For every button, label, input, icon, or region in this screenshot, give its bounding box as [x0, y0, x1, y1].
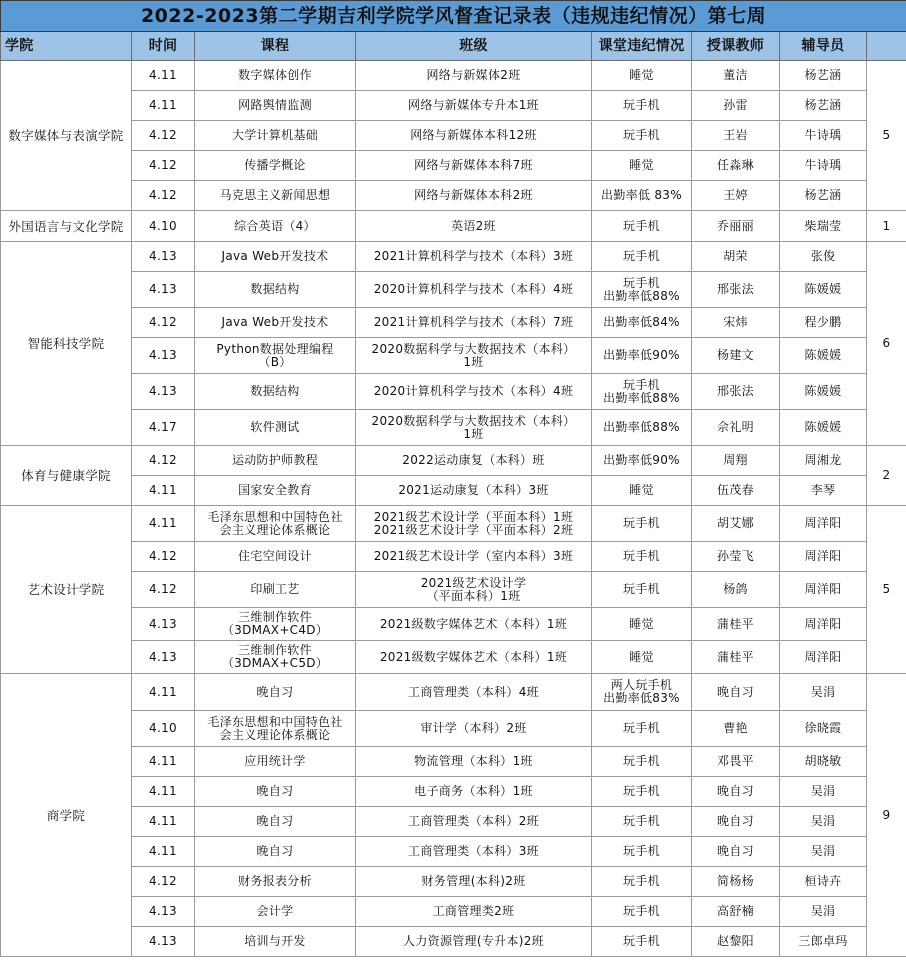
class-cell: 工商管理类（本科）2班 — [356, 807, 592, 837]
table-row — [1, 338, 906, 374]
table-row — [1, 374, 906, 410]
course-cell: Java Web开发技术 — [195, 242, 356, 272]
counselor-cell: 桓诗卉 — [780, 867, 867, 897]
time-cell: 4.11 — [132, 747, 195, 777]
class-cell: 2021级数字媒体艺术（本科）1班 — [356, 608, 592, 641]
class-cell: 网络与新媒体本科12班 — [356, 121, 592, 151]
table-row — [1, 272, 906, 308]
violation-cell: 玩手机 — [592, 711, 692, 747]
course-cell: Java Web开发技术 — [195, 308, 356, 338]
table-row — [1, 747, 906, 777]
class-cell: 网络与新媒体本科7班 — [356, 151, 592, 181]
table-row — [1, 927, 906, 957]
counselor-cell: 周湘龙 — [780, 446, 867, 476]
counselor-cell: 周洋阳 — [780, 506, 867, 542]
time-cell: 4.12 — [132, 572, 195, 608]
course-cell: 培训与开发 — [195, 927, 356, 957]
course-cell: 三维制作软件 （3DMAX+C4D） — [195, 608, 356, 641]
teacher-cell: 邓畏平 — [692, 747, 780, 777]
course-cell: 运动防护师教程 — [195, 446, 356, 476]
violation-cell: 玩手机 — [592, 807, 692, 837]
violation-cell: 玩手机 — [592, 242, 692, 272]
violation-cell: 玩手机 — [592, 91, 692, 121]
counselor-cell: 陈媛媛 — [780, 410, 867, 446]
teacher-cell: 蒲桂平 — [692, 641, 780, 674]
course-cell: 应用统计学 — [195, 747, 356, 777]
counselor-cell: 吴涓 — [780, 837, 867, 867]
table-row — [1, 807, 906, 837]
class-cell: 工商管理类（本科）4班 — [356, 674, 592, 711]
table-row — [1, 121, 906, 151]
teacher-cell: 高舒楠 — [692, 897, 780, 927]
counselor-cell: 杨艺涵 — [780, 91, 867, 121]
college-count: 6 — [867, 242, 906, 446]
course-cell: 毛泽东思想和中国特色社 会主义理论体系概论 — [195, 506, 356, 542]
violation-cell: 玩手机 — [592, 121, 692, 151]
college-name: 艺术设计学院 — [1, 506, 132, 674]
table-row — [1, 410, 906, 446]
header-counselor: 辅导员 — [780, 32, 867, 61]
college-count: 5 — [867, 61, 906, 211]
college-name: 体育与健康学院 — [1, 446, 132, 506]
table-row — [1, 608, 906, 641]
class-cell: 2021级艺术设计学 （平面本科）1班 — [356, 572, 592, 608]
table-row — [1, 897, 906, 927]
counselor-cell: 杨艺涵 — [780, 181, 867, 211]
violation-cell: 睡觉 — [592, 151, 692, 181]
teacher-cell: 晚自习 — [692, 837, 780, 867]
time-cell: 4.11 — [132, 837, 195, 867]
counselor-cell: 周洋阳 — [780, 641, 867, 674]
time-cell: 4.10 — [132, 711, 195, 747]
time-cell: 4.12 — [132, 542, 195, 572]
course-cell: 毛泽东思想和中国特色社 会主义理论体系概论 — [195, 711, 356, 747]
time-cell: 4.11 — [132, 61, 195, 91]
counselor-cell: 周洋阳 — [780, 608, 867, 641]
course-cell: 印刷工艺 — [195, 572, 356, 608]
college-count: 9 — [867, 674, 906, 957]
course-cell: 网路舆情监测 — [195, 91, 356, 121]
table-row — [1, 777, 906, 807]
teacher-cell: 王婷 — [692, 181, 780, 211]
college-count: 2 — [867, 446, 906, 506]
violation-cell: 玩手机 — [592, 897, 692, 927]
table-row — [1, 506, 906, 542]
table-row — [1, 446, 906, 476]
counselor-cell: 张俊 — [780, 242, 867, 272]
college-name: 外国语言与文化学院 — [1, 211, 132, 242]
teacher-cell: 乔丽丽 — [692, 211, 780, 242]
class-cell: 2021级艺术设计学（室内本科）3班 — [356, 542, 592, 572]
counselor-cell: 程少鹏 — [780, 308, 867, 338]
violation-cell: 出勤率低90% — [592, 338, 692, 374]
violation-cell: 玩手机 — [592, 837, 692, 867]
class-cell: 2021计算机科学与技术（本科）7班 — [356, 308, 592, 338]
college-name: 智能科技学院 — [1, 242, 132, 446]
course-cell: 晚自习 — [195, 674, 356, 711]
title-row — [1, 1, 906, 32]
table-row — [1, 61, 906, 91]
violation-cell: 睡觉 — [592, 608, 692, 641]
counselor-cell: 牛诗瑀 — [780, 121, 867, 151]
table-row — [1, 572, 906, 608]
header-count — [867, 32, 906, 61]
teacher-cell: 杨鸽 — [692, 572, 780, 608]
table-row — [1, 211, 906, 242]
time-cell: 4.10 — [132, 211, 195, 242]
time-cell: 4.11 — [132, 674, 195, 711]
time-cell: 4.13 — [132, 608, 195, 641]
teacher-cell: 任淼琳 — [692, 151, 780, 181]
counselor-cell: 柴瑞莹 — [780, 211, 867, 242]
counselor-cell: 吴涓 — [780, 674, 867, 711]
class-cell: 工商管理类（本科）3班 — [356, 837, 592, 867]
teacher-cell: 胡艾娜 — [692, 506, 780, 542]
table-row — [1, 242, 906, 272]
violation-cell: 玩手机 — [592, 572, 692, 608]
college-name: 数字媒体与表演学院 — [1, 61, 132, 211]
course-cell: 数据结构 — [195, 272, 356, 308]
counselor-cell: 胡晓敏 — [780, 747, 867, 777]
counselor-cell: 徐晓霞 — [780, 711, 867, 747]
violation-cell: 睡觉 — [592, 61, 692, 91]
time-cell: 4.13 — [132, 897, 195, 927]
table-row — [1, 641, 906, 674]
time-cell: 4.12 — [132, 446, 195, 476]
table-row — [1, 837, 906, 867]
course-cell: 数字媒体创作 — [195, 61, 356, 91]
violation-cell: 玩手机 — [592, 867, 692, 897]
class-cell: 2020计算机科学与技术（本科）4班 — [356, 272, 592, 308]
counselor-cell: 杨艺涵 — [780, 61, 867, 91]
time-cell: 4.11 — [132, 506, 195, 542]
course-cell: 住宅空间设计 — [195, 542, 356, 572]
time-cell: 4.13 — [132, 927, 195, 957]
table-row — [1, 181, 906, 211]
course-cell: 会计学 — [195, 897, 356, 927]
teacher-cell: 曹艳 — [692, 711, 780, 747]
teacher-cell: 孙雷 — [692, 91, 780, 121]
violation-cell: 玩手机 — [592, 506, 692, 542]
time-cell: 4.11 — [132, 807, 195, 837]
counselor-cell: 周洋阳 — [780, 572, 867, 608]
course-cell: 传播学概论 — [195, 151, 356, 181]
teacher-cell: 邢张法 — [692, 272, 780, 308]
violation-cell: 玩手机 — [592, 542, 692, 572]
time-cell: 4.13 — [132, 242, 195, 272]
time-cell: 4.12 — [132, 151, 195, 181]
header-course: 课程 — [195, 32, 356, 61]
class-cell: 2021级艺术设计学（平面本科）1班 2021级艺术设计学（平面本科）2班 — [356, 506, 592, 542]
time-cell: 4.13 — [132, 374, 195, 410]
header-college: 学院 — [1, 32, 132, 61]
class-cell: 网络与新媒体2班 — [356, 61, 592, 91]
teacher-cell: 周翔 — [692, 446, 780, 476]
violation-cell: 出勤率低90% — [592, 446, 692, 476]
table-row — [1, 476, 906, 506]
class-cell: 电子商务（本科）1班 — [356, 777, 592, 807]
time-cell: 4.12 — [132, 867, 195, 897]
header-teacher: 授课教师 — [692, 32, 780, 61]
teacher-cell: 董洁 — [692, 61, 780, 91]
teacher-cell: 孙莹飞 — [692, 542, 780, 572]
class-cell: 物流管理（本科）1班 — [356, 747, 592, 777]
time-cell: 4.13 — [132, 641, 195, 674]
header-row — [1, 32, 906, 61]
table-row — [1, 308, 906, 338]
counselor-cell: 陈媛媛 — [780, 374, 867, 410]
course-cell: 晚自习 — [195, 807, 356, 837]
table-row — [1, 91, 906, 121]
teacher-cell: 晚自习 — [692, 807, 780, 837]
course-cell: 三维制作软件 （3DMAX+C5D） — [195, 641, 356, 674]
counselor-cell: 牛诗瑀 — [780, 151, 867, 181]
teacher-cell: 简杨杨 — [692, 867, 780, 897]
time-cell: 4.13 — [132, 338, 195, 374]
time-cell: 4.12 — [132, 181, 195, 211]
violation-cell: 出勤率低88% — [592, 410, 692, 446]
counselor-cell: 三郎卓玛 — [780, 927, 867, 957]
violation-cell: 玩手机 出勤率低88% — [592, 374, 692, 410]
college-count: 5 — [867, 506, 906, 674]
class-cell: 工商管理类2班 — [356, 897, 592, 927]
class-cell: 2021级数字媒体艺术（本科）1班 — [356, 641, 592, 674]
teacher-cell: 杨建文 — [692, 338, 780, 374]
table-row — [1, 867, 906, 897]
table-row — [1, 674, 906, 711]
course-cell: 软件测试 — [195, 410, 356, 446]
teacher-cell: 赵黎阳 — [692, 927, 780, 957]
teacher-cell: 宋炜 — [692, 308, 780, 338]
class-cell: 网络与新媒体专升本1班 — [356, 91, 592, 121]
class-cell: 网络与新媒体本科2班 — [356, 181, 592, 211]
course-cell: 数据结构 — [195, 374, 356, 410]
teacher-cell: 晚自习 — [692, 777, 780, 807]
table-row — [1, 711, 906, 747]
course-cell: Python数据处理编程 （B） — [195, 338, 356, 374]
table-row — [1, 151, 906, 181]
teacher-cell: 王岩 — [692, 121, 780, 151]
class-cell: 2022运动康复（本科）班 — [356, 446, 592, 476]
class-cell: 2020数据科学与大数据技术（本科） 1班 — [356, 338, 592, 374]
counselor-cell: 李琴 — [780, 476, 867, 506]
class-cell: 财务管理(本科)2班 — [356, 867, 592, 897]
counselor-cell: 吴涓 — [780, 807, 867, 837]
time-cell: 4.12 — [132, 308, 195, 338]
college-name: 商学院 — [1, 674, 132, 957]
course-cell: 财务报表分析 — [195, 867, 356, 897]
class-cell: 2020计算机科学与技术（本科）4班 — [356, 374, 592, 410]
violation-cell: 睡觉 — [592, 641, 692, 674]
time-cell: 4.12 — [132, 121, 195, 151]
violation-cell: 玩手机 — [592, 747, 692, 777]
time-cell: 4.11 — [132, 91, 195, 121]
counselor-cell: 陈媛媛 — [780, 338, 867, 374]
course-cell: 马克思主义新闻思想 — [195, 181, 356, 211]
teacher-cell: 晚自习 — [692, 674, 780, 711]
counselor-cell: 吴涓 — [780, 777, 867, 807]
violation-cell: 玩手机 — [592, 927, 692, 957]
time-cell: 4.13 — [132, 272, 195, 308]
table-row — [1, 542, 906, 572]
teacher-cell: 蒲桂平 — [692, 608, 780, 641]
class-cell: 审计学（本科）2班 — [356, 711, 592, 747]
teacher-cell: 佘礼明 — [692, 410, 780, 446]
time-cell: 4.11 — [132, 777, 195, 807]
counselor-cell: 周洋阳 — [780, 542, 867, 572]
counselor-cell: 陈媛媛 — [780, 272, 867, 308]
violation-cell: 玩手机 — [592, 777, 692, 807]
violation-cell: 玩手机 — [592, 211, 692, 242]
college-count: 1 — [867, 211, 906, 242]
violation-cell: 出勤率低84% — [592, 308, 692, 338]
course-cell: 国家安全教育 — [195, 476, 356, 506]
class-cell: 2021计算机科学与技术（本科）3班 — [356, 242, 592, 272]
class-cell: 2021运动康复（本科）3班 — [356, 476, 592, 506]
page-title: 2022-2023第二学期吉利学院学风督查记录表（违规违纪情况）第七周 — [1, 1, 906, 32]
time-cell: 4.11 — [132, 476, 195, 506]
class-cell: 英语2班 — [356, 211, 592, 242]
teacher-cell: 胡荣 — [692, 242, 780, 272]
time-cell: 4.17 — [132, 410, 195, 446]
counselor-cell: 吴涓 — [780, 897, 867, 927]
violation-cell: 出勤率低 83% — [592, 181, 692, 211]
class-cell: 2020数据科学与大数据技术（本科） 1班 — [356, 410, 592, 446]
course-cell: 晚自习 — [195, 837, 356, 867]
header-violation: 课堂违纪情况 — [592, 32, 692, 61]
teacher-cell: 邢张法 — [692, 374, 780, 410]
violation-cell: 玩手机 出勤率低88% — [592, 272, 692, 308]
course-cell: 大学计算机基础 — [195, 121, 356, 151]
header-time: 时间 — [132, 32, 195, 61]
violation-cell: 两人玩手机 出勤率低83% — [592, 674, 692, 711]
course-cell: 综合英语（4） — [195, 211, 356, 242]
teacher-cell: 伍茂春 — [692, 476, 780, 506]
violation-cell: 睡觉 — [592, 476, 692, 506]
class-cell: 人力资源管理(专升本)2班 — [356, 927, 592, 957]
header-class: 班级 — [356, 32, 592, 61]
course-cell: 晚自习 — [195, 777, 356, 807]
